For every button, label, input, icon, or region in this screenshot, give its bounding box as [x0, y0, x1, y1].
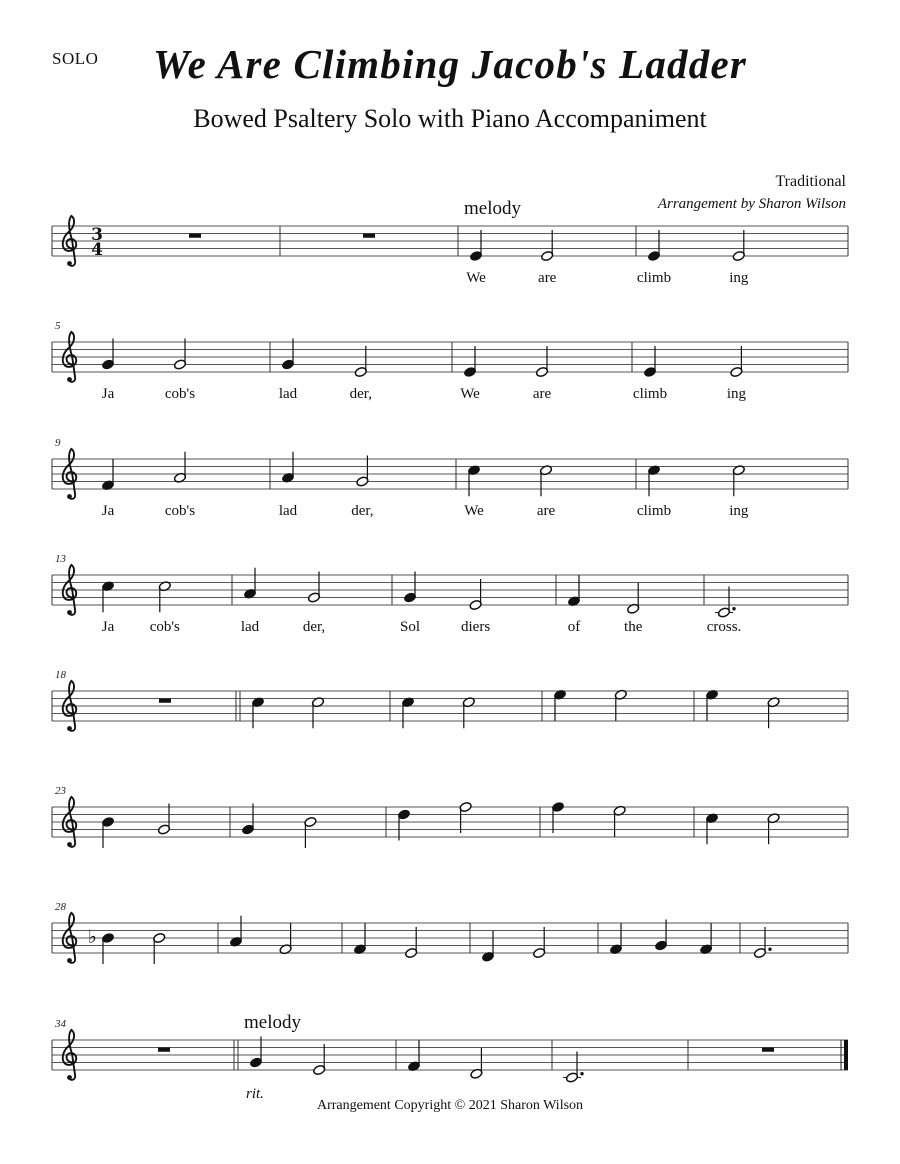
- lyric-syllable: der,: [349, 386, 372, 402]
- augmentation-dot: [732, 607, 735, 610]
- staff-system: [52, 669, 848, 731]
- note: [351, 456, 373, 520]
- clef-tail: [67, 610, 72, 615]
- note: [279, 339, 298, 403]
- lyric-syllable: are: [536, 503, 556, 519]
- note: [481, 931, 494, 963]
- composer-credit: Traditional: [775, 173, 846, 190]
- lyric-syllable: cob's: [164, 386, 196, 402]
- lyric-syllable: ing: [729, 270, 749, 286]
- note: [654, 920, 667, 952]
- part-label: SOLO: [52, 49, 99, 68]
- note: [470, 1048, 483, 1080]
- lyric-syllable: We: [464, 503, 484, 519]
- note: [553, 689, 566, 721]
- note: [400, 572, 420, 636]
- whole-rest: [762, 1048, 774, 1052]
- note: [304, 816, 317, 848]
- arranger-credit: Arrangement by Sharon Wilson: [657, 196, 846, 212]
- note: [727, 346, 747, 402]
- lyric-syllable: Sol: [399, 619, 421, 635]
- augmentation-dot: [580, 1072, 583, 1075]
- measure-number: 28: [55, 901, 66, 913]
- lyric-syllable: diers: [461, 619, 491, 635]
- copyright-notice: Arrangement Copyright © 2021 Sharon Wilson: [316, 1098, 584, 1113]
- note: [729, 465, 749, 519]
- lyric-syllable: cross.: [706, 619, 742, 635]
- lyric-syllable: lad: [278, 503, 298, 519]
- note: [705, 813, 718, 845]
- augmentation-dot: [768, 948, 771, 951]
- clef-tail: [67, 842, 72, 847]
- note: [460, 346, 480, 402]
- note: [241, 804, 254, 836]
- expression-text: melody: [244, 1012, 301, 1033]
- measure-number: 18: [55, 669, 66, 681]
- clef-tail: [67, 377, 72, 382]
- note: [633, 346, 667, 402]
- piece-subtitle: Bowed Psaltery Solo with Piano Accompaniment: [193, 104, 707, 133]
- note: [609, 923, 622, 955]
- note: [464, 465, 484, 519]
- lyric-syllable: climb: [636, 503, 672, 519]
- staff-system: [52, 1012, 848, 1102]
- note: [88, 926, 115, 964]
- note: [533, 927, 546, 959]
- lyric-syllable: ing: [729, 503, 749, 519]
- whole-rest: [363, 234, 375, 238]
- note: [165, 452, 195, 519]
- time-signature-top: 3: [91, 225, 103, 245]
- note: [101, 816, 114, 848]
- note: [249, 1037, 262, 1069]
- note: [165, 339, 195, 403]
- note: [767, 697, 780, 729]
- lyric-syllable: Ja: [101, 503, 115, 519]
- note: [637, 465, 671, 519]
- note: [729, 230, 749, 286]
- lyric-syllable: der,: [302, 619, 326, 635]
- note: [150, 581, 180, 635]
- measure-number: 9: [55, 437, 61, 449]
- time-signature-bottom: 4: [91, 240, 103, 260]
- note: [699, 923, 712, 955]
- lyric-syllable: lad: [278, 386, 298, 402]
- lyric-syllable: Ja: [101, 619, 115, 635]
- note: [397, 809, 410, 841]
- note: [279, 923, 292, 955]
- measure-number: 13: [55, 553, 66, 565]
- lyric-syllable: We: [460, 386, 480, 402]
- note: [459, 801, 472, 833]
- lyric-syllable: cob's: [164, 503, 196, 519]
- piece-title: We Are Climbing Jacob's Ladder: [152, 41, 748, 87]
- lyric-syllable: Ja: [101, 386, 115, 402]
- lyric-syllable: cob's: [149, 619, 180, 635]
- note: [407, 1040, 420, 1072]
- note: [533, 346, 552, 402]
- note: [767, 813, 780, 845]
- note: [353, 923, 366, 955]
- staff-system: [52, 198, 848, 286]
- note: [537, 465, 556, 519]
- lyric-syllable: ing: [726, 386, 746, 402]
- note: [461, 579, 490, 635]
- lyric-syllable: We: [466, 270, 486, 286]
- note: [462, 697, 475, 729]
- flat-sign: ♭: [88, 926, 97, 948]
- note: [229, 916, 242, 948]
- lyric-syllable: climb: [632, 386, 668, 402]
- lyric-syllable: der,: [351, 503, 374, 519]
- note: [753, 927, 771, 959]
- note: [614, 689, 627, 721]
- note: [311, 697, 324, 729]
- clef-tail: [67, 261, 72, 266]
- measure-number: 34: [55, 1018, 66, 1030]
- lyric-syllable: climb: [636, 270, 672, 286]
- note: [313, 1044, 326, 1076]
- note: [401, 697, 414, 729]
- lyric-syllable: the: [624, 619, 643, 635]
- note: [101, 581, 114, 635]
- tempo-marking: rit.: [246, 1086, 264, 1102]
- note: [538, 230, 557, 286]
- note: [350, 346, 372, 402]
- note: [705, 689, 718, 721]
- lyric-syllable: are: [538, 270, 557, 286]
- note: [279, 452, 298, 519]
- lyric-syllable: are: [532, 386, 552, 402]
- note: [613, 805, 626, 837]
- staff-system: [52, 437, 848, 519]
- whole-rest: [189, 234, 201, 238]
- staff-system: [52, 320, 848, 402]
- note: [405, 927, 418, 959]
- note: [157, 804, 170, 836]
- measure-number: 5: [55, 320, 61, 332]
- lyric-syllable: of: [567, 619, 581, 635]
- note: [707, 587, 742, 636]
- measure-number: 23: [55, 785, 66, 797]
- note: [624, 583, 643, 635]
- note: [466, 230, 486, 286]
- lyric-syllable: lad: [240, 619, 260, 635]
- staff-system: [52, 901, 848, 964]
- note: [303, 572, 325, 636]
- staff-system: [52, 553, 848, 635]
- note: [563, 1052, 584, 1084]
- whole-rest: [158, 1048, 170, 1052]
- note: [101, 339, 114, 403]
- note: [241, 568, 260, 635]
- note: [551, 801, 564, 833]
- final-barline: [844, 1040, 848, 1070]
- expression-text: melody: [464, 198, 521, 219]
- clef-tail: [67, 1075, 72, 1080]
- note: [251, 697, 264, 729]
- note: [637, 230, 671, 286]
- staff-system: [52, 785, 848, 848]
- clef-tail: [67, 494, 72, 499]
- note: [153, 932, 166, 964]
- whole-rest: [159, 699, 171, 703]
- clef-tail: [67, 726, 72, 731]
- clef-tail: [67, 958, 72, 963]
